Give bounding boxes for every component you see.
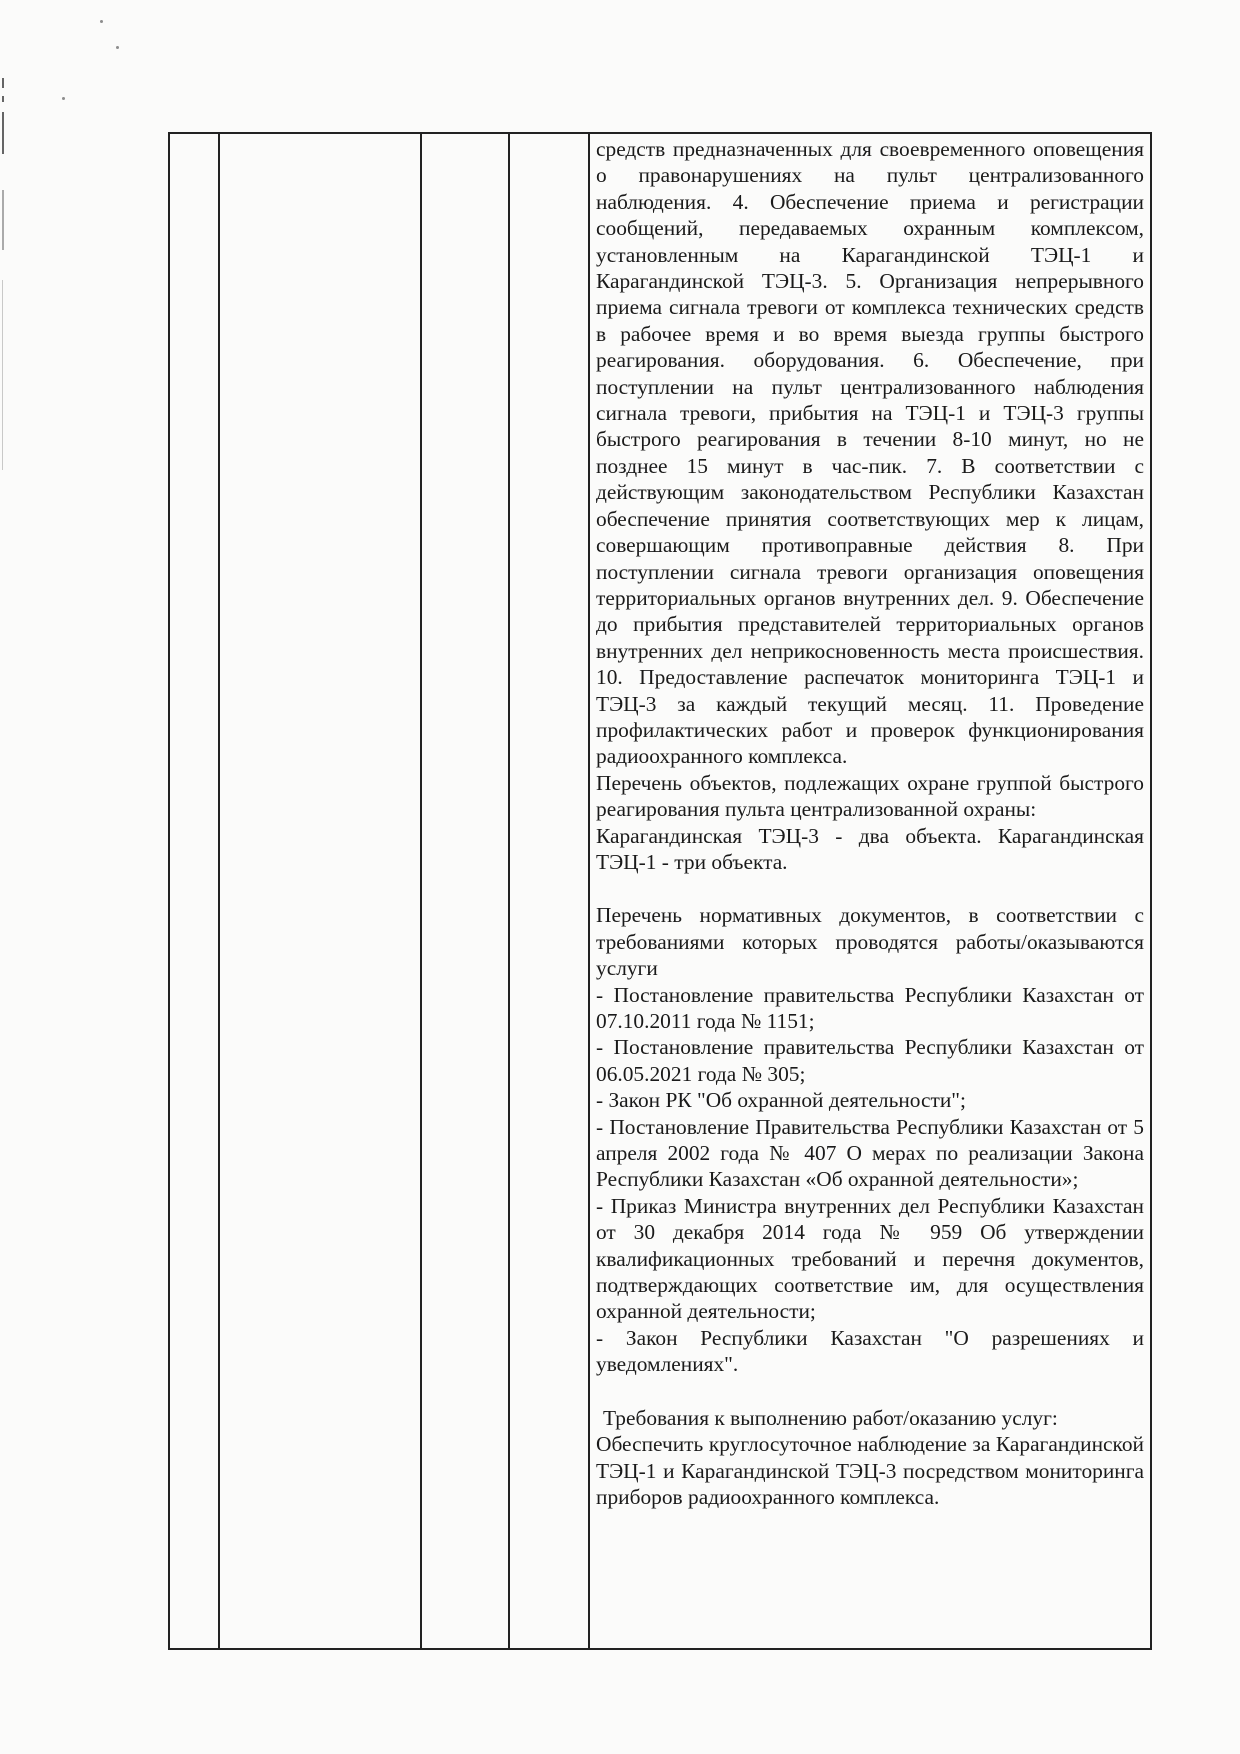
scan-margin-mark xyxy=(2,112,4,154)
protected-objects-list: Карагандинская ТЭЦ-3 - два объекта. Карагандинская ТЭЦ-1 - три объекта. xyxy=(596,823,1144,874)
scan-speck xyxy=(62,97,65,100)
table-column-divider xyxy=(508,134,510,1648)
paragraph-gap xyxy=(596,1378,1144,1405)
regulation-item: - Постановление Правительства Республики Казахстан от 5 апреля 2002 года № 407 О мерах по реализации Закона Республики Казахстан «Об охранной деятельности»; xyxy=(596,1114,1144,1192)
scan-speck xyxy=(100,20,103,23)
regulation-item: - Постановление правительства Республики Казахстан от 06.05.2021 года № 305; xyxy=(596,1035,1144,1086)
table-column-divider xyxy=(218,134,220,1648)
description-cell xyxy=(596,136,1144,1510)
protected-objects-heading: Перечень объектов, подлежащих охране группой быстрого реагирования пульта централизованной охраны: xyxy=(596,770,1144,822)
regulations-heading: Перечень нормативных документов, в соответствии с требованиями которых проводятся работы/оказываются услуги xyxy=(596,903,1144,981)
scan-margin-mark xyxy=(2,78,4,88)
regulation-item: - Постановление правительства Республики Казахстан от 07.10.2011 года № 1151; xyxy=(596,982,1144,1033)
regulation-item: - Приказ Министра внутренних дел Республики Казахстан от 30 декабря 2014 года № 959 Об утверждении квалификационных требований и перечня документов, подтверждающих соответствие им, для осуществления охранной деятельности; xyxy=(596,1193,1144,1324)
paragraph-gap xyxy=(596,875,1144,902)
table-column-divider xyxy=(420,134,422,1648)
scan-speck xyxy=(116,46,119,49)
service-description-paragraph: средств предназначенных для своевременного оповещения о правонарушениях на пульт централизованного наблюдения. 4. Обеспечение приема и регистрации сообщений, передаваемых охранным комплексом, установленным на Карагандинской ТЭЦ-1 и Карагандинской ТЭЦ-3. 5. Организация непрерывного приема сигнала тревоги от комплекса технических средств в рабочее время и во время выезда группы быстрого реагирования. оборудования. 6. Обеспечение, при поступлении на пульт централизованного наблюдения сигнала тревоги, прибытия на ТЭЦ-1 и ТЭЦ-3 группы быстрого реагирования в течении 8-10 минут, но не позднее 15 минут в час-пик. 7. В соответствии с действующим законодательством Республики Казахстан обеспечение принятия соответствующих мер к лицам, совершающим противоправные действия 8. При поступлении сигнала тревоги организация оповещения территориальных органов внутренних дел. 9. Обеспечение до прибытия представителей территориальных органов внутренних дел неприкосновенность места происшествия. 10. Предоставление распечаток мониторинга ТЭЦ-1 и ТЭЦ-3 за каждый текущий месяц. 11. Проведение профилактических работ и проверок функционирования радиоохранного комплекса. xyxy=(596,137,1144,769)
scan-margin-mark xyxy=(2,280,3,470)
requirements-heading: Требования к выполнению работ/оказанию услуг: xyxy=(603,1405,1058,1430)
scan-margin-mark xyxy=(2,190,4,250)
regulation-item: - Закон Республики Казахстан "О разрешениях и уведомлениях". xyxy=(596,1325,1144,1377)
requirements-text: Обеспечить круглосуточное наблюдение за Карагандинской ТЭЦ-1 и Карагандинской ТЭЦ-3 посредством мониторинга приборов радиоохранного комплекса. xyxy=(596,1432,1144,1509)
table-column-divider xyxy=(588,134,590,1648)
regulation-item: - Закон РК "Об охранной деятельности"; xyxy=(596,1088,966,1113)
scan-margin-mark xyxy=(2,96,4,102)
